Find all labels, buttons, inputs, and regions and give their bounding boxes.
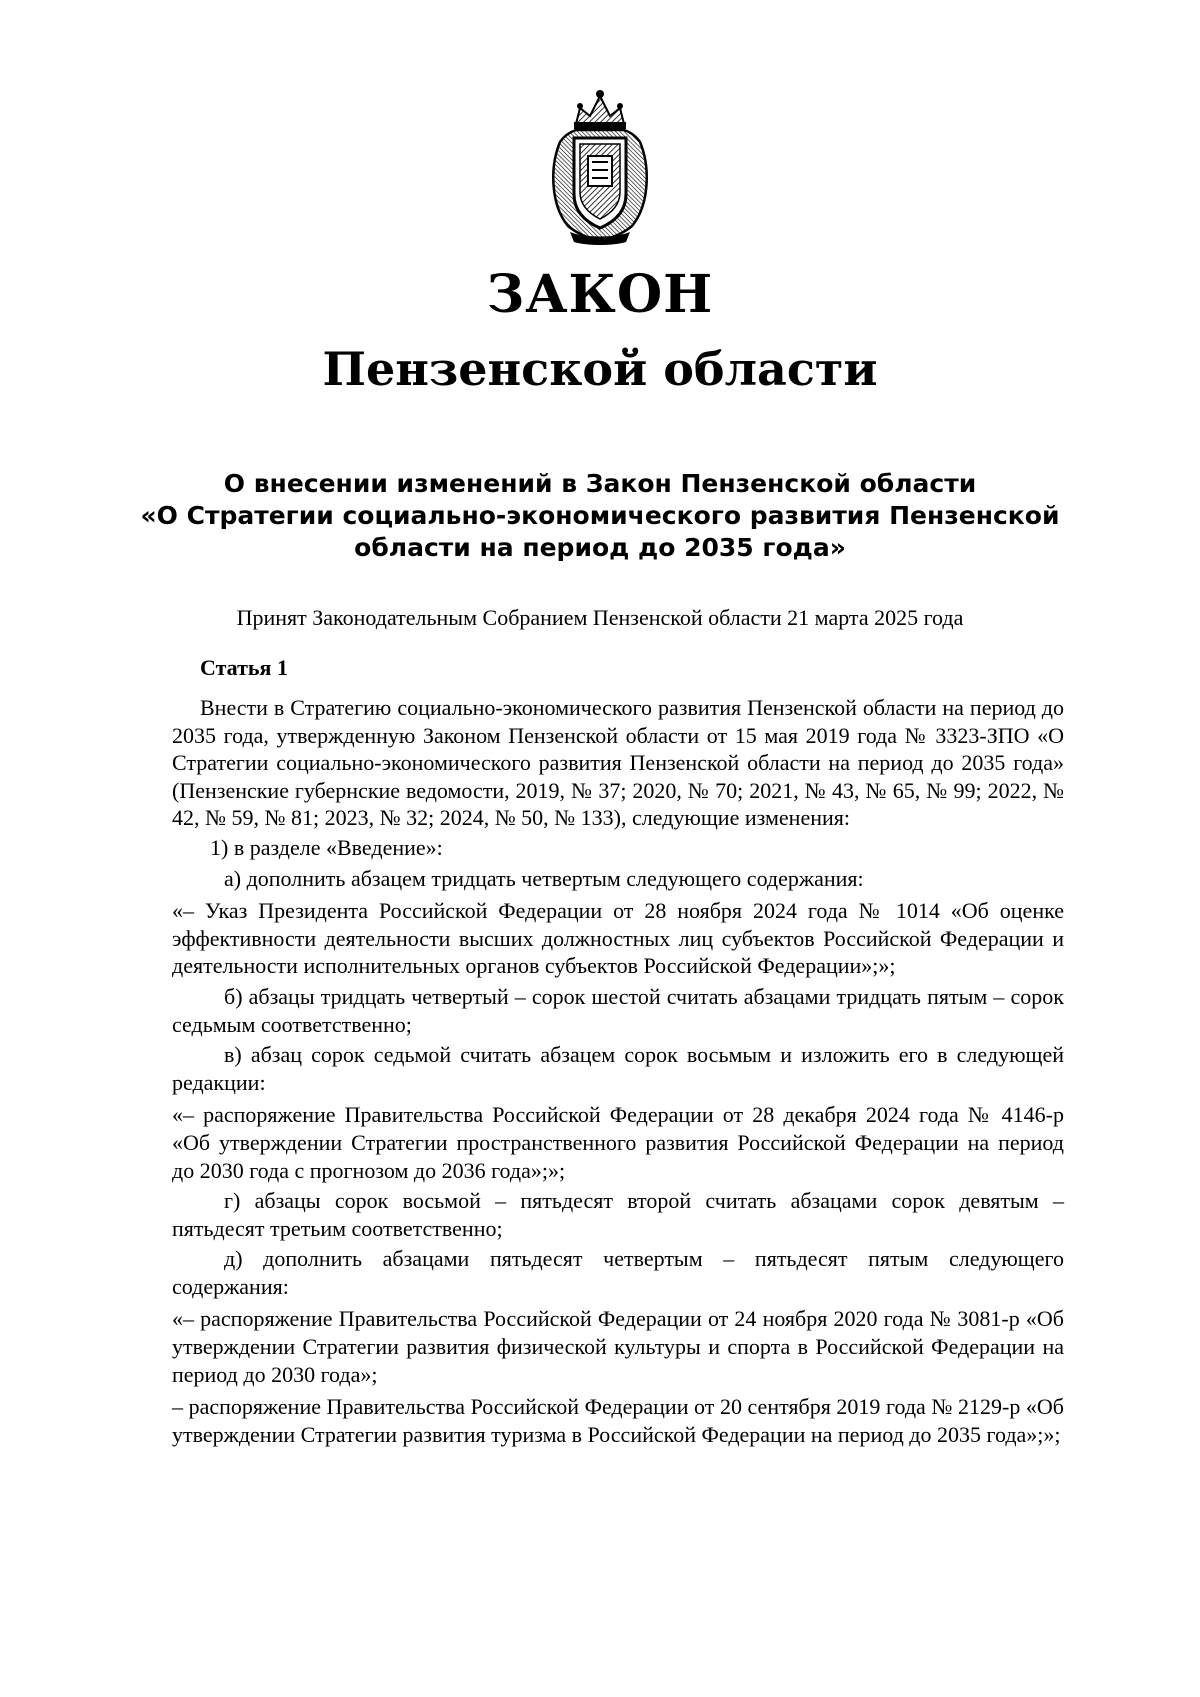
paragraph-v: в) абзац сорок седьмой считать абзацем сорок восьмым и изложить его в следующей редакции: [172, 1042, 1064, 1095]
paragraph-a: а) дополнить абзацем тридцать четвертым следующего содержания: [224, 865, 864, 891]
paragraph-d-quote-2: – распоряжение Правительства Российской Федерации от 20 сентября 2019 года № 2129-р «Об утверждении Стратегии развития туризма в Российской Федерации на период до 2035 года»;»; [172, 1394, 1064, 1447]
adoption-note: Принят Законодательным Собранием Пензенской области 21 марта 2025 года [236, 605, 964, 630]
heading-line: «О Стратегии социально-экономического развития Пензенской [140, 501, 1060, 530]
paragraph-item-1: 1) в разделе «Введение»: [210, 834, 443, 860]
paragraph-d: д) дополнить абзацами пятьдесят четвертым – пятьдесят пятым следующего содержания: [172, 1246, 1064, 1299]
article-title: Статья 1 [200, 655, 288, 680]
article-body [172, 694, 1064, 1448]
heading-line: О внесении изменений в Закон Пензенской области [223, 469, 977, 498]
paragraph-a-quote: «– Указ Президента Российской Федерации от 28 ноября 2024 года № 1014 «Об оценке эффективности деятельности высших должностных лиц субъектов Российской Федерации и деятельности исполнительных органов субъектов Российской Федерации»;»; [172, 898, 1064, 979]
heading-line: области на период до 2035 года» [354, 533, 846, 562]
paragraph-intro: Внести в Стратегию социально-экономического развития Пензенской области на период до 2035 года, утвержденную Законом Пензенской области от 15 мая 2019 года № 3323-ЗПО «О Стратегии социально-экономического развития Пензенской области на период до 2035 года» (Пензенские губернские ведомости, 2019, № 37; 2020, № 70; 2021, № 43, № 65, № 99; 2022, № 42, № 59, № 81; 2023, № 32; 2024, № 50, № 133), следующие изменения: [172, 695, 1064, 831]
law-heading [140, 468, 1060, 564]
law-subtitle: Пензенской области [322, 342, 878, 396]
paragraph-v-quote: «– распоряжение Правительства Российской Федерации от 28 декабря 2024 года № 4146-р «Об утверждении Стратегии пространственного развития Российской Федерации на период до 2030 года с прогнозом до 2036 года»;»; [172, 1102, 1064, 1183]
paragraph-g: г) абзацы сорок восьмой – пятьдесят второй считать абзацами сорок девятым – пятьдесят третьим соответственно; [172, 1188, 1064, 1241]
coat-of-arms-icon [540, 86, 660, 246]
paragraph-b: б) абзацы тридцать четвертый – сорок шестой считать абзацами тридцать пятым – сорок седьмым соответственно; [172, 983, 1064, 1037]
paragraph-d-quote-1: «– распоряжение Правительства Российской Федерации от 24 ноября 2020 года № 3081-р «Об утверждении Стратегии развития физической культуры и спорта в Российской Федерации на период до 2030 года»; [172, 1306, 1064, 1387]
law-title: ЗАКОН [486, 264, 714, 325]
